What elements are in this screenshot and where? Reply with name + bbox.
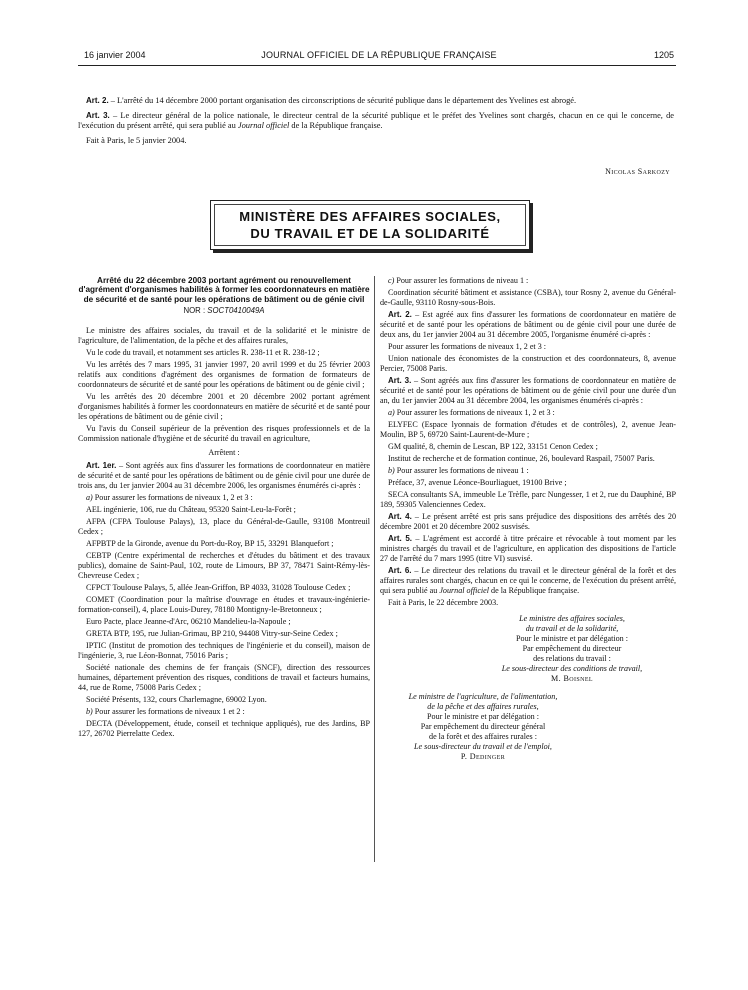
ministry-heading-box bbox=[210, 200, 530, 250]
column-divider bbox=[374, 276, 375, 862]
right-column bbox=[380, 276, 676, 762]
signatory-name: P. Dedinger bbox=[460, 752, 506, 761]
previous-decree-end bbox=[78, 96, 674, 150]
top-article-3: Art. 3. – Le directeur général de la police nationale, le directeur central de la sécurité publique et le préfet des Yvelines sont chargés, chacun en ce qui le concerne, de l'exécution du présent arrêté, qui sera publié au Journal officiel de la République française. bbox=[78, 110, 674, 131]
organism-entry: Préface, 37, avenue Léonce-Bourliaguet, 19100 Brive ; bbox=[388, 478, 567, 487]
organism-entry: ELYFEC (Espace lyonnais de formation d'études et de contrôles), 2, avenue Jean-Moulin, BP 5, 69720 Saint-Laurent-de-Mure ; bbox=[380, 420, 676, 439]
header-date: 16 janvier 2004 bbox=[84, 50, 146, 60]
right-subsection-c: c) Pour assurer les formations de niveau 1 : bbox=[388, 276, 529, 285]
left-paragraph: Le ministre des affaires sociales, du travail et de la solidarité et le ministre de l'agriculture, de l'alimentation, de la pêche et des affaires rurales, bbox=[78, 326, 370, 346]
organism-entry: SECA consultants SA, immeuble Le Trèfle, parc Nungesser, 1 et 2, rue du Dauphiné, BP 189, 59305 Valenciennes Cedex. bbox=[380, 490, 676, 509]
left-paragraph: Vu les arrêtés des 20 décembre 2001 et 20 décembre 2002 portant agrément d'organismes habilités à former les coordonnateurs en matière de sécurité et de santé pour les opérations de bâtiment ou de génie civil ; bbox=[78, 392, 370, 422]
organism-entry: DECTA (Développement, étude, conseil et technique appliqués), rue des Jardins, BP 127, 26702 Pierrelatte Cedex. bbox=[78, 719, 370, 739]
organism-entry: AEL ingénierie, 106, rue du Château, 95320 Saint-Leu-la-Forêt ; bbox=[86, 505, 296, 515]
right-article-3: Art. 3. – Sont agréés aux fins d'assurer les formations de coordonnateur en matière de sécurité et de santé pour les opérations de bâtiment ou de génie civil pour une durée d'un an, du 1er janvier 2004 au 31 décembre 2004, les organismes énumérés ci-après : bbox=[380, 376, 677, 405]
right-article-4: Art. 4. – Le présent arrêté est pris sans préjudice des dispositions des arrêtés des 20 décembre 2001 et 20 décembre 2002 susvisés. bbox=[380, 512, 677, 531]
left-subsection-b: b) Pour assurer les formations de niveaux 1 et 2 : bbox=[86, 707, 245, 717]
left-paragraph: Vu l'avis du Conseil supérieur de la prévention des risques professionnels et de la Commission nationale d'hygiène et de sécurité du travail en agriculture, bbox=[78, 424, 370, 444]
organism-entry: CEBTP (Centre expérimental de recherches et d'études du bâtiment et des travaux publics), domaine de Saint-Paul, 102, route de Limours, BP 37, 78471 Saint-Rémy-lès-Chevreuse Cedex ; bbox=[78, 551, 370, 581]
top-signature: Nicolas Sarkozy bbox=[605, 167, 670, 176]
organism-entry: AFPBTP de la Gironde, avenue du Port-du-Roy, BP 15, 33291 Blanquefort ; bbox=[86, 539, 334, 549]
signatory-name: M. Boisnel bbox=[551, 674, 593, 683]
header-journal-title: JOURNAL OFFICIEL DE LA RÉPUBLIQUE FRANÇAISE bbox=[261, 50, 497, 60]
header-page-number: 1205 bbox=[653, 50, 674, 60]
organism-entry: COMET (Coordination pour la maîtrise d'ouvrage en études et travaux-ingénierie-formation-conseil), 4, place Louis-Durey, 78180 Montigny-le-Bretonneux ; bbox=[78, 595, 370, 615]
signature-block-labour: Le ministre des affaires sociales, du travail et de la solidarité, Pour le ministre et par délégation : Par empêchement du directeur des relations du travail : Le sous-directeur des conditions de travail, M. Boisnel bbox=[468, 614, 676, 684]
ministry-heading-line2: DU TRAVAIL ET DE LA SOLIDARITÉ bbox=[250, 226, 490, 241]
nor-reference: NOR : SOCT0410049A bbox=[183, 306, 265, 316]
organism-entry: Société Présents, 132, cours Charlemagne, 69002 Lyon. bbox=[86, 695, 267, 705]
organism-entry: Euro Pacte, place Jeanne-d'Arc, 06210 Mandelieu-la-Napoule ; bbox=[86, 617, 291, 627]
organism-entry: IPTIC (Institut de promotion des techniques de l'ingénierie et du conseil), maison de l'ingénierie, 3, rue Léon-Bonnat, 75016 Paris ; bbox=[78, 641, 370, 661]
left-article-1: Art. 1er. – Sont agréés aux fins d'assurer les formations de coordonnateur en matière de sécurité et de santé pour les opérations de bâtiment ou de génie civil pour une durée de trois ans, du 1er janvier 2004 au 31 décembre 2006, les organismes énumérés ci-après : bbox=[78, 461, 370, 491]
right-article-5: Art. 5. – L'agrément est accordé à titre précaire et révocable à tout moment par les ministres chargés du travail et de l'agriculture, en application des dispositions de l'article 27 de l'arrêté du 7 mars 1995 (titre VI) susvisé. bbox=[380, 534, 676, 563]
right-subsection-a: a) Pour assurer les formations de niveaux 1, 2 et 3 : bbox=[388, 408, 555, 417]
right-article-6: Art. 6. – Le directeur des relations du travail et le directeur général de la forêt et des affaires rurales sont chargés, chacun en ce qui le concerne, de l'exécution du présent arrêté, qui sera publié au Journal officiel de la République française. bbox=[380, 566, 676, 595]
organism-entry: AFPA (CFPA Toulouse Palays), 13, place du Général-de-Gaulle, 93108 Montreuil Cedex ; bbox=[78, 517, 370, 537]
organism-entry: Institut de recherche et de formation continue, 26, boulevard Raspail, 75007 Paris. bbox=[388, 454, 655, 463]
organism-entry: Coordination sécurité bâtiment et assistance (CSBA), tour Rosny 2, avenue du Général-de-Gaulle, 93110 Rosny-sous-Bois. bbox=[380, 288, 676, 307]
left-paragraph: Vu les arrêtés des 7 mars 1995, 31 janvier 1997, 20 avril 1999 et du 25 février 2003 relatifs aux conditions d'agrément des organismes de formation de formateurs de coordonnateurs de sécurité et de santé pour les opérations de bâtiment ou de génie civil ; bbox=[78, 360, 370, 390]
organism-entry: GRETA BTP, 195, rue Julian-Grimau, BP 210, 94408 Vitry-sur-Seine Cedex ; bbox=[86, 629, 338, 639]
top-fait: Fait à Paris, le 5 janvier 2004. bbox=[86, 135, 187, 145]
organism-entry: CFPCT Toulouse Palays, 5, allée Jean-Griffon, BP 4033, 31028 Toulouse Cedex ; bbox=[86, 583, 351, 593]
header-rule bbox=[78, 65, 676, 66]
right-fait: Fait à Paris, le 22 décembre 2003. bbox=[388, 598, 499, 607]
signature-block-agriculture: Le ministre de l'agriculture, de l'alimentation, de la pêche et des affaires rurales, Pour le ministre et par délégation : Par empêchement du directeur général de la forêt et des affaires rurales : Le sous-directeur du travail et de l'emploi, P. Dedinger bbox=[380, 692, 586, 762]
right-subsection-b: b) Pour assurer les formations de niveau 1 : bbox=[388, 466, 529, 475]
left-paragraph: Vu le code du travail, et notamment ses articles R. 238-11 et R. 238-12 ; bbox=[86, 348, 320, 358]
left-subsection-a: a) Pour assurer les formations de niveaux 1, 2 et 3 : bbox=[86, 493, 253, 503]
left-column bbox=[78, 276, 370, 741]
organism-entry: Union nationale des économistes de la construction et des coordonnateurs, 8, avenue Percier, 75008 Paris. bbox=[380, 354, 676, 373]
organism-entry: GM qualité, 8, chemin de Lescan, BP 122, 33151 Cenon Cedex ; bbox=[388, 442, 598, 451]
top-article-2: Art. 2. – L'arrêté du 14 décembre 2000 portant organisation des circonscriptions de sécurité publique dans le département des Yvelines est abrogé. bbox=[86, 96, 577, 105]
arretent-heading: Arrêtent : bbox=[208, 448, 240, 458]
organism-entry: Société nationale des chemins de fer français (SNCF), direction des ressources humaines, département prévention des risques, conditions de travail et facteurs humains, 44, rue de Rome, 75008 Paris Cedex ; bbox=[78, 663, 370, 693]
right-paragraph: Pour assurer les formations de niveaux 1, 2 et 3 : bbox=[388, 342, 547, 351]
right-article-2: Art. 2. – Est agréé aux fins d'assurer les formations de coordonnateur en matière de sécurité et de santé pour les opérations de bâtiment ou de génie civil pour une durée de deux ans, du 1er janvier 2004 au 31 décembre 2005, l'organisme énuméré ci-après : bbox=[380, 310, 677, 339]
ministry-heading-line1: MINISTÈRE DES AFFAIRES SOCIALES, bbox=[239, 209, 501, 224]
page-header bbox=[84, 50, 674, 64]
decree-title: Arrêté du 22 décembre 2003 portant agrément ou renouvellement d'agrément d'organismes habilités à former les coordonnateurs en matière de sécurité et de santé pour les opérations de bâtiment ou de génie civil bbox=[78, 276, 370, 304]
